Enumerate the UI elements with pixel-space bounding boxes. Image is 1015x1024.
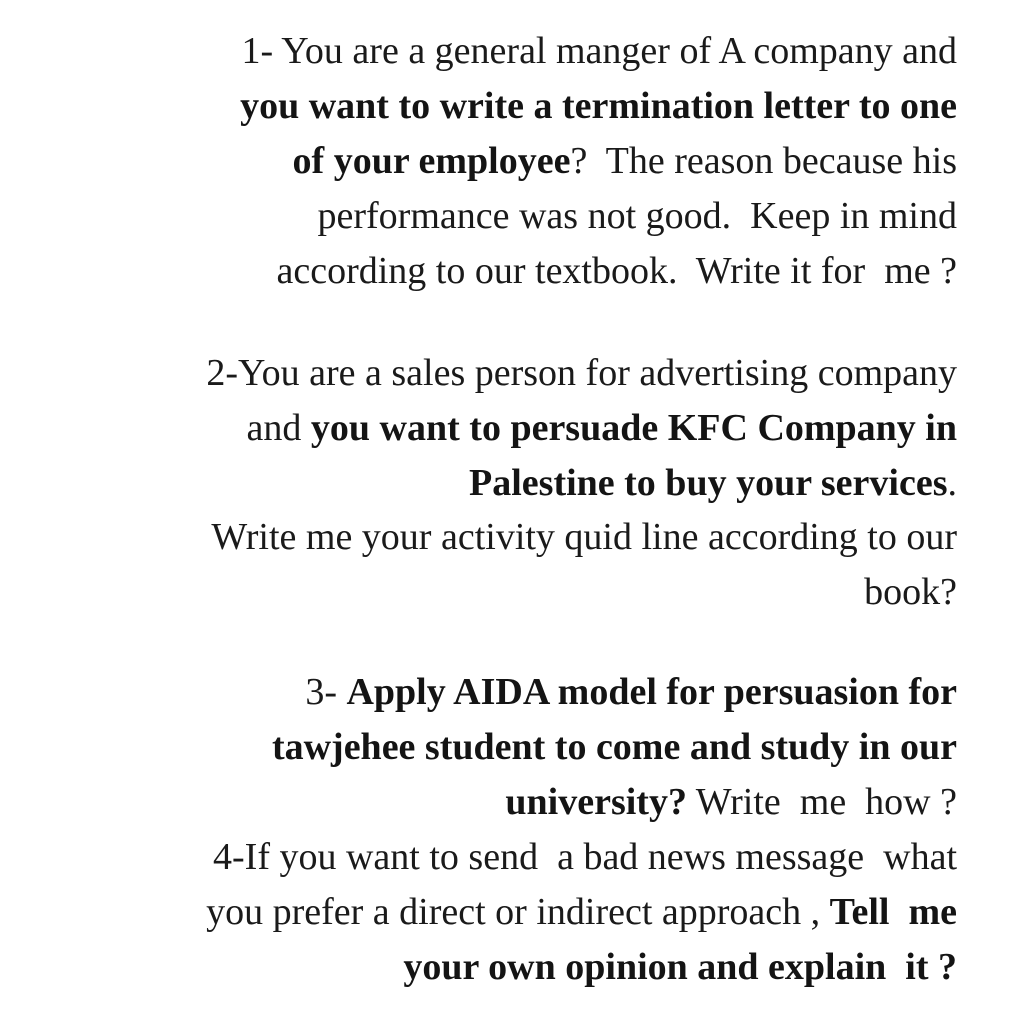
text-segment: ? The reason because his bbox=[570, 140, 957, 182]
bold-text-segment: your own opinion and explain it ? bbox=[403, 946, 957, 988]
text-segment: performance was not good. Keep in mind bbox=[317, 195, 957, 237]
text-segment: Write me how ? bbox=[686, 781, 957, 823]
text-segment: 1- You are a general manger of A company and bbox=[241, 30, 957, 72]
bold-text-segment: you want to write a termination letter to one bbox=[240, 85, 957, 127]
question-line bbox=[293, 134, 957, 188]
text-segment: 4-If you want to send a bad news message what bbox=[213, 836, 957, 878]
question-line bbox=[247, 401, 957, 455]
text-segment: 3- bbox=[305, 671, 347, 713]
question-line bbox=[206, 885, 957, 939]
bold-text-segment: tawjehee student to come and study in our bbox=[271, 726, 957, 768]
question-line bbox=[403, 940, 957, 994]
question-line bbox=[305, 665, 957, 719]
question-line bbox=[505, 775, 957, 829]
text-segment: . bbox=[947, 462, 957, 504]
bold-text-segment: you want to persuade KFC Company in bbox=[310, 407, 957, 449]
question-line bbox=[864, 565, 957, 619]
bold-text-segment: Palestine to buy your services bbox=[469, 462, 948, 504]
bold-text-segment: university? bbox=[505, 781, 687, 823]
question-line bbox=[213, 830, 957, 884]
bold-text-segment: Apply AIDA model for persuasion for bbox=[346, 671, 957, 713]
bold-text-segment: of your employee bbox=[292, 140, 571, 182]
question-line bbox=[240, 79, 957, 133]
question-line bbox=[242, 24, 957, 78]
text-segment: you prefer a direct or indirect approach , bbox=[206, 891, 830, 933]
question-line bbox=[469, 456, 957, 510]
bold-text-segment: Tell me bbox=[829, 891, 957, 933]
text-segment: 2-You are a sales person for advertising company bbox=[206, 352, 957, 394]
text-segment: book? bbox=[864, 571, 957, 613]
text-segment: according to our textbook. Write it for me ? bbox=[276, 250, 957, 292]
question-line bbox=[206, 346, 957, 400]
question-line bbox=[211, 510, 957, 564]
question-line bbox=[272, 720, 957, 774]
question-line bbox=[276, 244, 957, 298]
text-segment: Write me your activity quid line according to our bbox=[211, 516, 957, 558]
question-line bbox=[318, 189, 958, 243]
text-segment: and bbox=[246, 407, 311, 449]
